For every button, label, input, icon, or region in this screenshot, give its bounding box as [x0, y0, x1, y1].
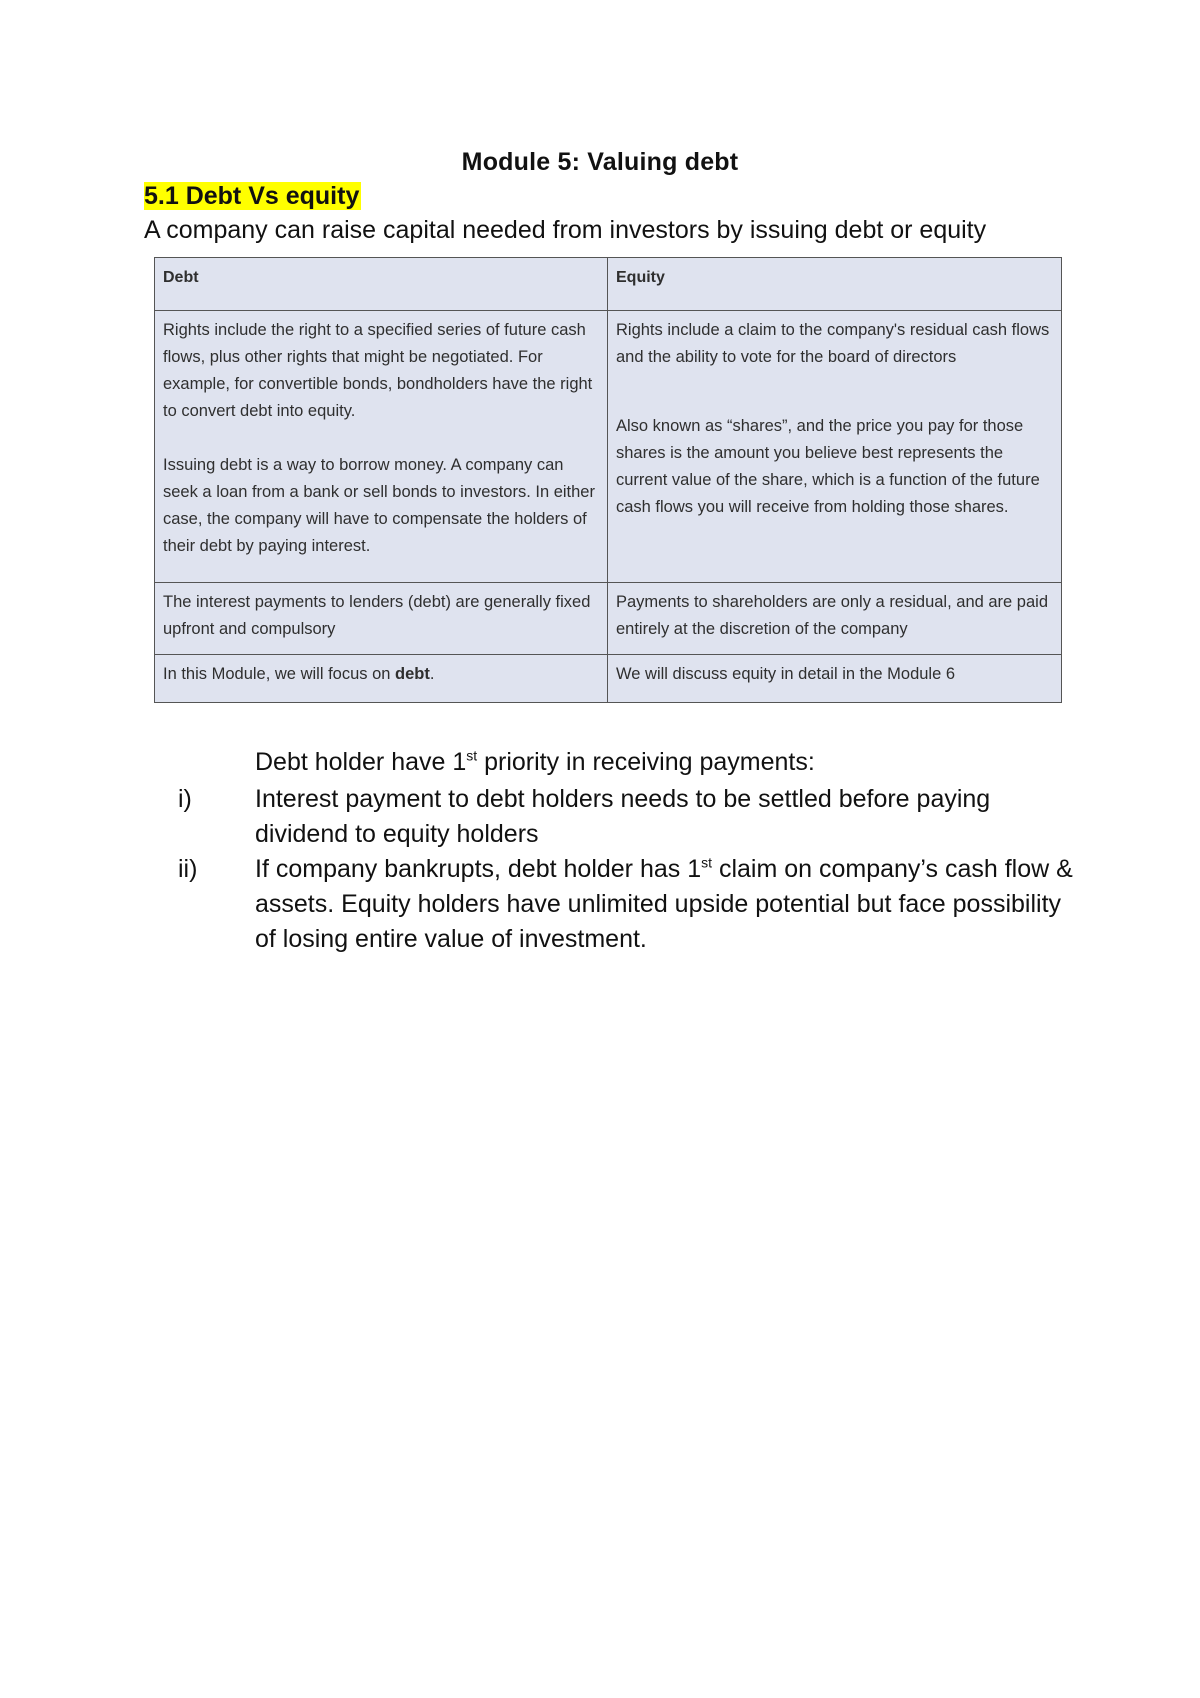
list-item — [178, 852, 1078, 957]
superscript: st — [466, 747, 478, 764]
table-row — [155, 583, 1062, 655]
cell-text: . — [429, 665, 435, 683]
priority-lead-text: Debt holder have 1 — [255, 748, 467, 776]
table-row — [155, 311, 1062, 583]
list-marker: i) — [178, 785, 192, 813]
table-header-debt: Debt — [155, 258, 608, 311]
page-title: Module 5: Valuing debt — [461, 148, 739, 176]
list-item-text — [255, 852, 1078, 957]
superscript: st — [701, 854, 712, 871]
priority-lead-text: priority in receiving payments: — [477, 748, 815, 776]
table-cell-debt — [155, 311, 608, 583]
section-heading — [144, 182, 361, 211]
intro-text: A company can raise capital needed from investors by issuing debt or equity — [144, 216, 987, 244]
list-item-text: Interest payment to debt holders needs to be settled before paying dividend to equity holders — [255, 785, 991, 848]
cell-paragraph: Issuing debt is a way to borrow money. A company can seek a loan from a bank or sell bonds to investors. In either case, the company will have to compensate the holders of their debt by paying interest. — [163, 456, 595, 555]
list-text-part: If company bankrupts, debt holder has 1 — [255, 855, 702, 883]
cell-paragraph: Rights include a claim to the company's residual cash flows and the ability to vote for the board of directors — [616, 321, 1050, 366]
priority-list — [178, 782, 1078, 957]
section-heading-highlight: 5.1 Debt Vs equity — [144, 182, 360, 210]
table-cell-equity: Payments to shareholders are only a residual, and are paid entirely at the discretion of the company — [608, 583, 1062, 655]
cell-paragraph: Also known as “shares”, and the price you pay for those shares is the amount you believe best represents the current value of the share, which is a function of the future cash flows you will receive from holding those shares. — [616, 417, 1040, 516]
table-cell-debt — [155, 655, 608, 703]
list-item — [178, 782, 1078, 852]
table-header-row — [155, 258, 1062, 311]
cell-bold-text: debt — [395, 665, 430, 683]
list-text-part: claim on company’s cash flow & assets. Equity holders have unlimited upside potential but face possibility of losing entire value of investment. — [255, 855, 1073, 953]
priority-lead — [255, 748, 815, 777]
table-cell-equity: We will discuss equity in detail in the Module 6 — [608, 655, 1062, 703]
table-cell-equity — [608, 311, 1062, 583]
debt-vs-equity-table — [154, 257, 1062, 703]
table-row — [155, 655, 1062, 703]
list-marker: ii) — [178, 855, 198, 883]
table-cell-debt: The interest payments to lenders (debt) are generally fixed upfront and compulsory — [155, 583, 608, 655]
table-header-equity: Equity — [608, 258, 1062, 311]
cell-text: In this Module, we will focus on — [163, 665, 396, 683]
cell-paragraph: Rights include the right to a specified series of future cash flows, plus other rights that might be negotiated. For example, for convertible bonds, bondholders have the right to convert debt into equity. — [163, 321, 593, 420]
